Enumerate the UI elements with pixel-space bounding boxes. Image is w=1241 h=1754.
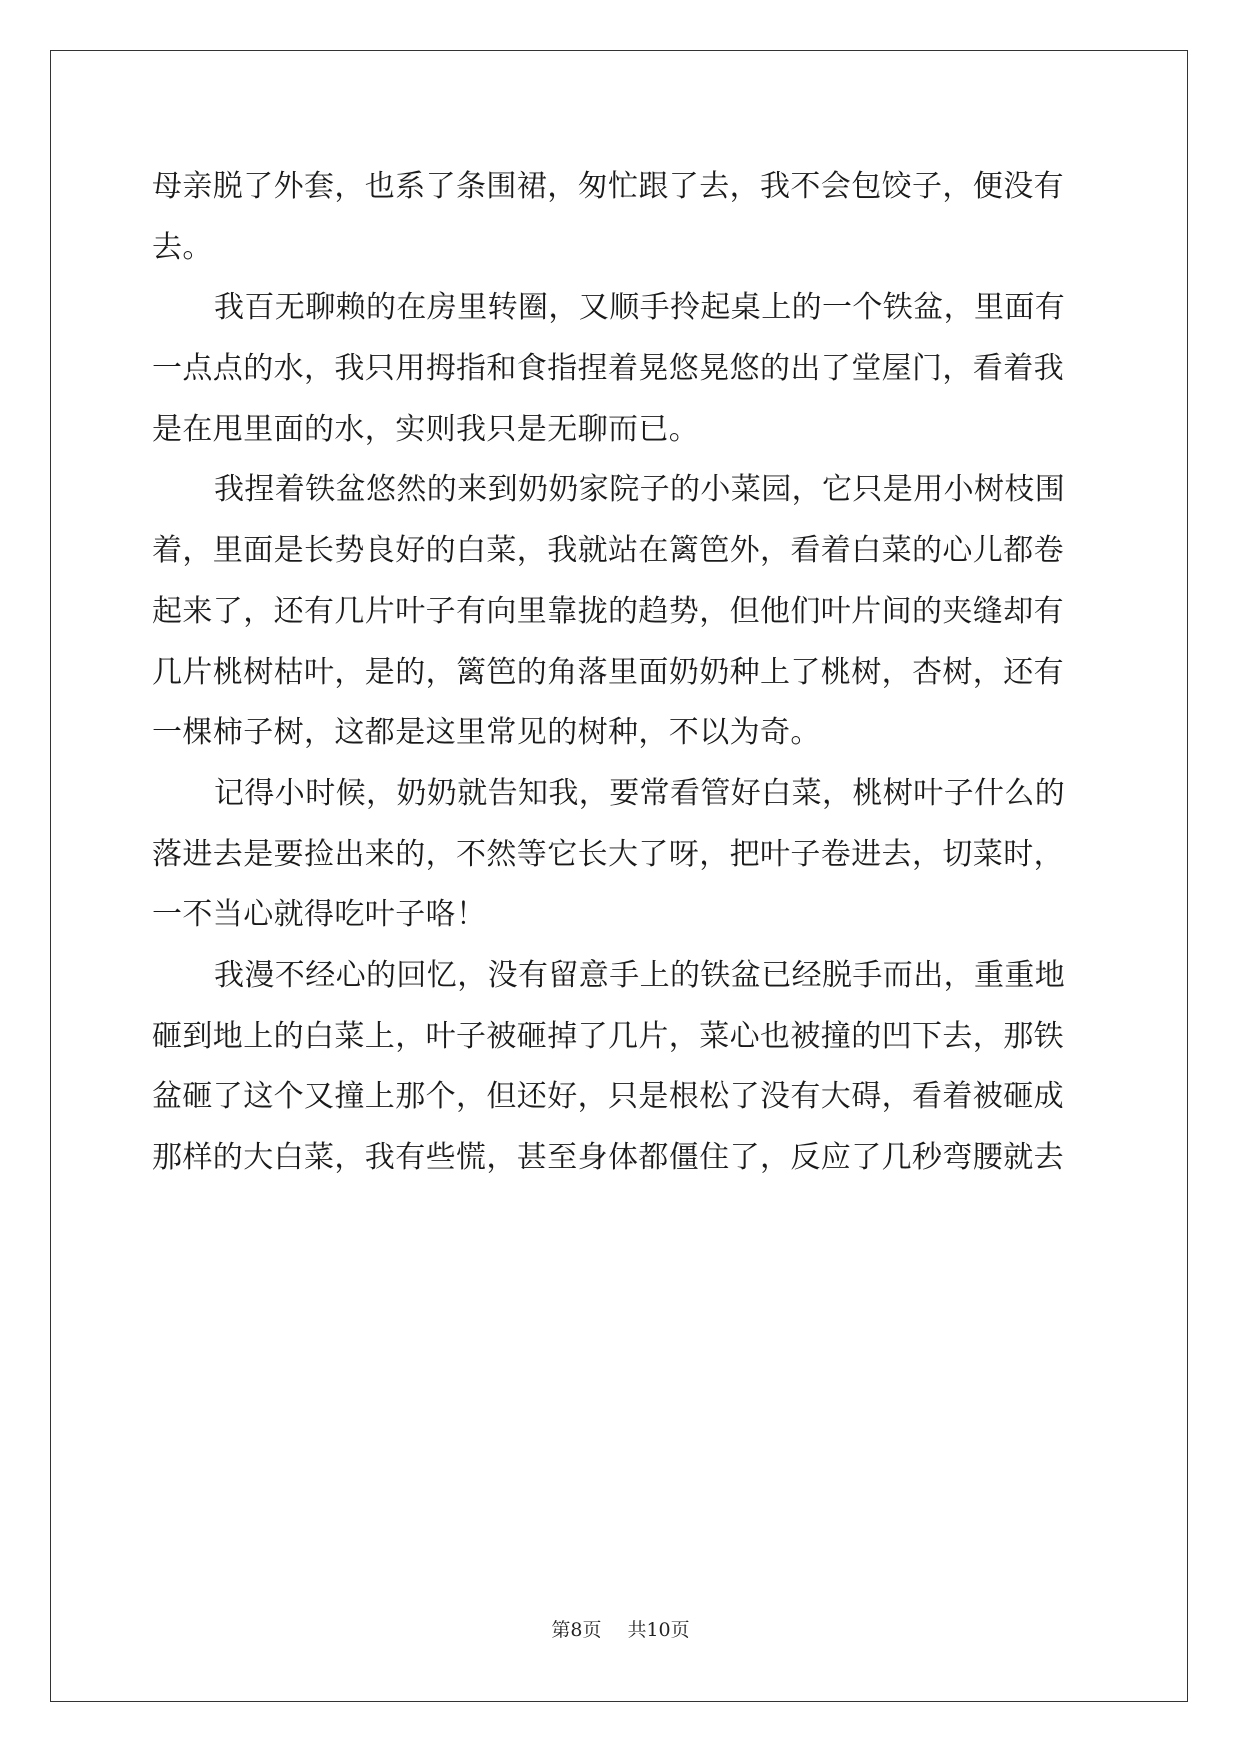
paragraph <box>152 460 1092 763</box>
text-line: 是在甩里面的水，实则我只是无聊而已。 <box>152 411 700 447</box>
text-line: 砸到地上的白菜上，叶子被砸掉了几片，菜心也被撞的凹下去，那铁 <box>152 1018 1064 1054</box>
text-line: 我漫不经心的回忆，没有留意手上的铁盆已经脱手而出，重重地 <box>214 957 1066 993</box>
text-line: 母亲脱了外套，也系了条围裙，匆忙跟了去，我不会包饺子，便没有 <box>152 169 1064 204</box>
paragraph <box>152 278 1092 460</box>
text-line: 起来了，还有几片叶子有向里靠拢的趋势，但他们叶片间的夹缝却有 <box>152 593 1064 629</box>
text-line: 那样的大白菜，我有些慌，甚至身体都僵住了，反应了几秒弯腰就去 <box>152 1140 1064 1175</box>
text-line: 一不当心就得吃叶子咯！ <box>152 897 487 933</box>
paragraph <box>152 946 1092 1189</box>
text-line: 落进去是要捡出来的，不然等它长大了呀，把叶子卷进去，切菜时， <box>152 836 1064 872</box>
text-line: 我捏着铁盆悠然的来到奶奶家院子的小菜园，它只是用小树枝围 <box>214 472 1066 508</box>
text-line: 记得小时候，奶奶就告知我，要常看管好白菜，桃树叶子什么的 <box>214 775 1066 811</box>
text-line: 我百无聊赖的在房里转圈，又顺手拎起桌上的一个铁盆，里面有 <box>214 290 1066 326</box>
document-body <box>152 157 1092 1189</box>
paragraph <box>152 157 1092 278</box>
text-line: 盆砸了这个又撞上那个，但还好，只是根松了没有大碍，看着被砸成 <box>152 1079 1064 1115</box>
page-number: 第8页 <box>551 1619 602 1641</box>
paragraph <box>152 764 1092 946</box>
text-line: 一棵柿子树，这都是这里常见的树种，不以为奇。 <box>152 715 821 751</box>
text-line: 去。 <box>152 229 213 265</box>
text-line: 着，里面是长势良好的白菜，我就站在篱笆外，看着白菜的心儿都卷 <box>152 533 1064 569</box>
text-line: 几片桃树枯叶，是的，篱笆的角落里面奶奶种上了桃树，杏树，还有 <box>152 654 1064 690</box>
text-line: 一点点的水，我只用拇指和食指捏着晃悠晃悠的出了堂屋门，看着我 <box>152 351 1064 387</box>
page-footer <box>0 1615 1241 1642</box>
page-total: 共10页 <box>627 1619 690 1641</box>
